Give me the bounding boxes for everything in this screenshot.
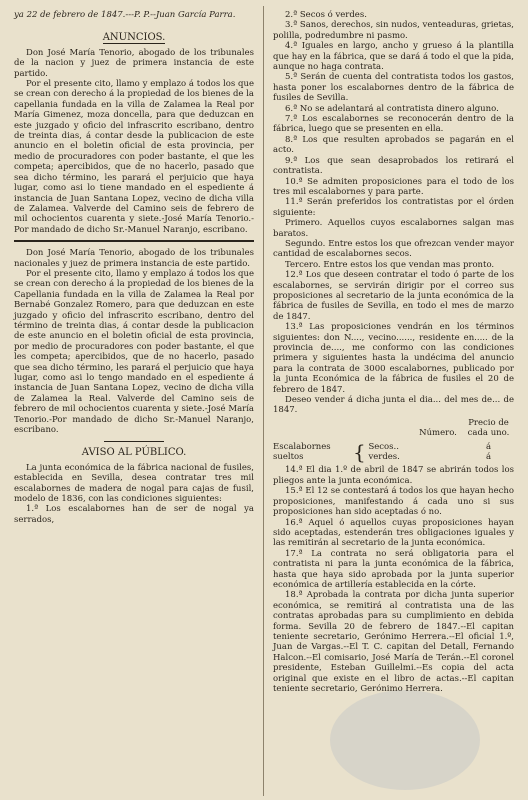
edict-1-heading: Don José María Tenorio, abogado de los tribunales de la nacion y juez de primera instancia de este partido. <box>14 47 254 79</box>
left-column <box>14 10 254 525</box>
condition-15: 15.ª El 12 se contestará á todos los que hayan hecho proposiciones, manifestando á cada uno si sus proposiciones han sido aceptadas ó no. <box>273 486 514 518</box>
condition-9: 9.ª Los que sean desaprobados los retirará el contratista. <box>273 155 514 177</box>
column-numero: Número. <box>419 428 457 439</box>
aviso-condition-1: 1.ª Los escalabornes han de ser de nogal ya serrados, <box>14 504 254 525</box>
condition-11: 11.ª Serán preferidos los contratistas por el órden siguiente: <box>273 197 514 218</box>
brace-icon: { <box>353 440 366 465</box>
column-divider <box>263 6 264 796</box>
row-label: Escalabornes sueltos <box>273 441 331 463</box>
sale-request: Deseo vender á dicha junta el dia... del mes de... de 1847. <box>273 395 514 416</box>
price-verdes: á <box>485 452 492 463</box>
option-secos: Secos.. <box>368 441 399 452</box>
edict-2-body: Por el presente cito, llamo y emplazo á todos los que se crean con derecho á la propiedad de los bienes de la Capellania fundada en la villa de Zalamea la Real por Bernabé Gonzalez Romero, para que deduzcan en este juzgado y oficio del infrascrito escribano, dentro del término de treinta dias, á contar desde la publicacion de este anuncio en el boletin oficial de esta provincia, por medio de procuradores con poder bastante, el que les competa; apercibidos, que de no hacerlo, pasado que sea dicho término, les parará el perjuicio que haya lugar, como asi lo tengo mandado en el espediente á instancia de Juan Santana Lopez, vecino de dicha villa de Zalamea la Real. Valverde del Camino seis de febrero de mil ochocientos cuarenta y siete.-José María Tenorio.-Por mandado de dicho Sr.-Manuel Naranjo, escribano. <box>14 268 254 436</box>
condition-7: 7.ª Los escalabornes se reconocerán dentro de la fábrica, luego que se presenten en ella. <box>273 114 514 135</box>
price-table-row <box>273 442 514 463</box>
aviso-heading: AVISO AL PÚBLICO. <box>81 447 187 459</box>
condition-4: 4.ª Iguales en largo, ancho y grueso á la plantilla que hay en la fábrica, que se dará á todo el que la pida, aunque no haga contrata. <box>273 41 514 73</box>
column-precio: Precio de cada uno. <box>467 417 510 439</box>
condition-14: 14.ª El dia 1.º de abril de 1847 se abrirán todos los pliegos ante la junta económica. <box>273 465 514 486</box>
right-column <box>273 10 514 694</box>
aviso-intro: La junta económica de la fábrica nacional de fusiles, establecida en Sevilla, desea contratar tres mil escalabornes de madera de nogal para cajas de fusil, modelo de 1836, con las condiciones siguientes: <box>14 462 254 505</box>
condition-13: 13.ª Las proposiciones vendrán en los términos siguientes: don N...., vecino......, residente en..... de la provincia de...., me conformo con las condiciones primera y siguientes hasta la undécima del anuncio para la contrata de 3000 escalabornes, publicado por la junta Económica de la fábrica de fusiles el 20 de febrero de 1847. <box>273 322 514 395</box>
condition-17: 17.ª La contrata no será obligatoria para el contratista ni para la junta económica de la fábrica, hasta que haya sido aprobada por la junta superior económica de artillería establecida en la córte. <box>273 548 514 590</box>
order-second: Segundo. Entre estos los que ofrezcan vender mayor cantidad de escalabornes secos. <box>273 238 514 260</box>
edict-1-body: Por el presente cito, llamo y emplazo á todos los que se crean con derecho á la propiedad de los bienes de la capellania fundada en la villa de Zalamea la Real por María Gimenez, moza doncella, para que deduzcan en este juzgado y oficio del infrascrito escribano, dentro de treinta dias, á contar desde la publicacion de este anuncio en el boletin oficial de esta provincia, per medio de procuradores con poder bastante, el que les competa; apercibidos, que de no hacerlo, pasado que sea dicho término, les parará el perjuicio que haya lugar, como asi lo tiene mandado en el espediente á instancia de Juan Santana Lopez, vecino de dicha villa de Zalamea. Valverde del Camino seis de febrero de mil ochocientos cuarenta y siete.-José María Tenorio.-Por mandado de dicho Sr.-Manuel Naranjo, escribano. <box>14 79 254 235</box>
condition-6: 6.ª No se adelantará al contratista dinero alguno. <box>285 103 499 114</box>
row-options <box>353 442 413 463</box>
price-secos: á <box>485 441 492 452</box>
condition-10: 10.ª Se admiten proposiciones para el todo de los tres mil escalabornes y para parte. <box>273 176 514 197</box>
order-first: Primero. Aquellos cuyos escalabornes salgan mas baratos. <box>273 218 514 239</box>
condition-3: 3.ª Sanos, derechos, sin nudos, venteaduras, grietas, polilla, podredumbre ni pasmo. <box>273 20 514 41</box>
condition-18: 18.ª Aprobada la contrata por dicha junta superior económica, se remitirá al contratista una de las contratas aprobadas para su cumplimiento en debida forma. Sevilla 20 de febrero de 1847.--El capitan teniente secretario, Gerónimo Herrera.--El oficial 1.º, Juan de Vargas.--El T. C. capitan del Detall, Fernando Halcon.--El comisario, José María de Terán.--El coronel presidente, Esteban Guillelmi.--Es copia del acta original que existe en el libro de actas.--El capitan teniente secretario, Gerónimo Herrera. <box>273 590 514 694</box>
top-line: ya 22 de febrero de 1847.---P. P.--Juan García Parra. <box>14 10 236 20</box>
edict-2-heading: Don José María Tenorio, abogado de los tribunales nacionales y juez de primera instancia de este partido. <box>14 248 254 269</box>
condition-8: 8.ª Los que resulten aprobados se pagarán en el acto. <box>273 134 514 156</box>
order-third: Tercero. Entre estos los que vendan mas pronto. <box>285 259 495 270</box>
section-rule <box>14 240 254 242</box>
option-verdes: verdes. <box>368 452 400 463</box>
condition-5: 5.ª Serán de cuenta del contratista todos los gastos, hasta poner los escalabornes dentro de la fábrica de fusiles de Sevilla. <box>273 72 514 104</box>
condition-16: 16.ª Aquel ó aquellos cuyas proposiciones hayan sido aceptadas, estenderán tres obligaciones iguales y las remitirán al secretario de la junta económica. <box>273 517 514 549</box>
condition-12: 12.ª Los que deseen contratar el todo ó parte de los escalabornes, se servirán dirigir por el correo sus proposiciones al secretario de la junta económica de la fábrica de fusiles de Sevilla, en todo el mes de marzo de 1847. <box>273 270 514 322</box>
condition-2: 2.ª Secos ó verdes. <box>285 10 367 20</box>
watermark-stamp <box>330 690 480 790</box>
price-table-header <box>273 418 514 439</box>
section-rule-thin <box>104 441 164 442</box>
anuncios-heading: ANUNCIOS. <box>102 32 166 44</box>
